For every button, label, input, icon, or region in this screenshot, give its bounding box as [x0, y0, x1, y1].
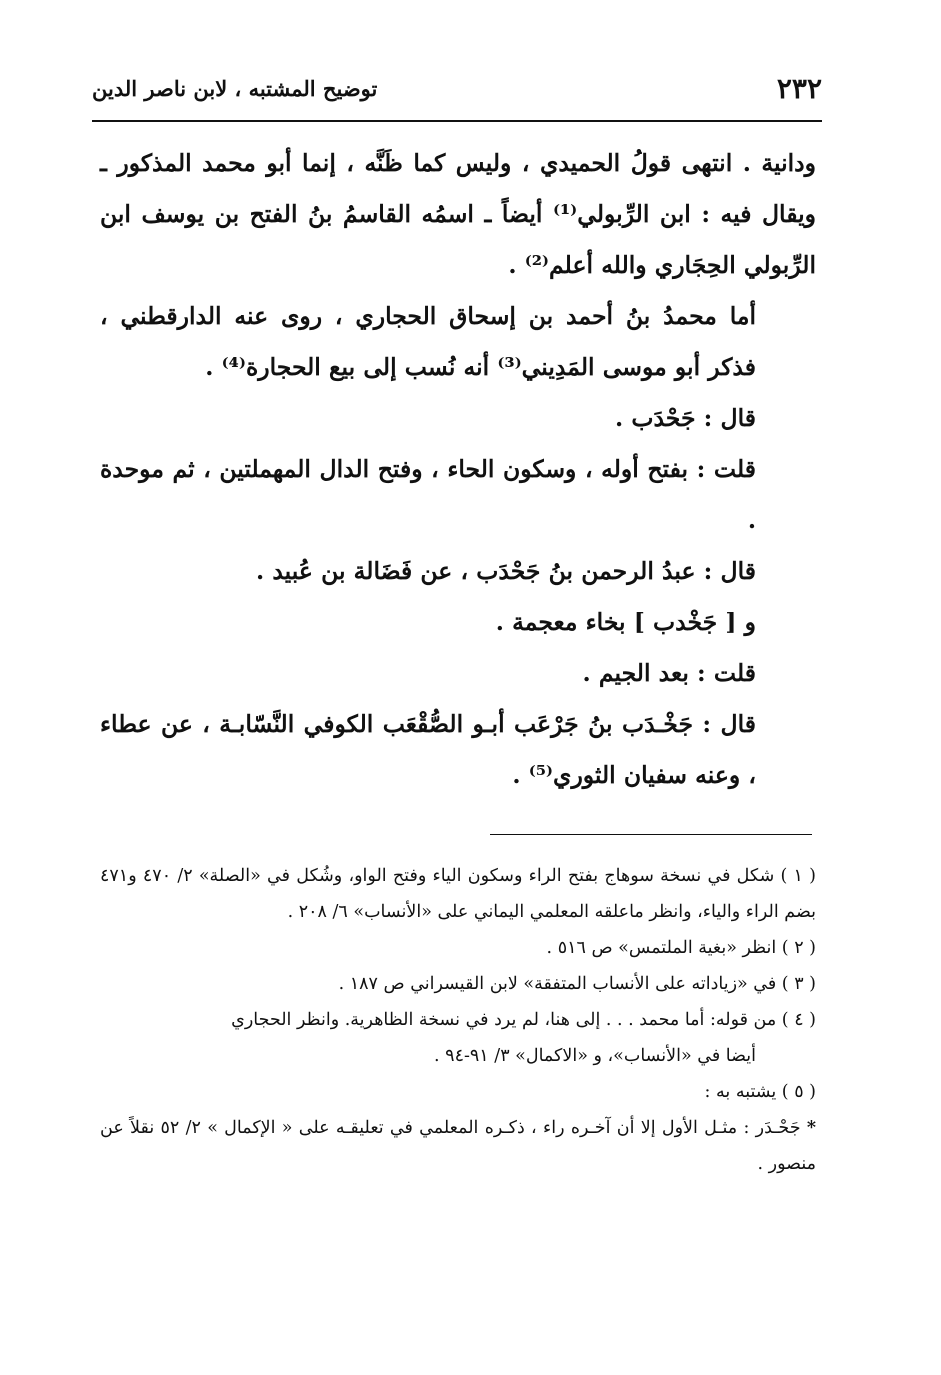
paragraph-1: ودانية . انتهى قولُ الحميدي ، وليس كما ظَنَّه ، إنما أبو محمد المذكور ـ ويقال فيه : ابن الرِّبولي⁽¹⁾ أيضاً ـ اسمُه القاسمُ بنُ الفتح بن يوسف ابن الرِّبولي الحِجَاري والله أعلم⁽²⁾ .	[100, 149, 816, 279]
paragraph-6: و [ جَخْدب ] بخاء معجمة .	[495, 608, 756, 636]
running-title: توضيح المشتبه ، لابن ناصر الدين	[92, 76, 378, 101]
footnote-2: ( ٢ ) انظر «بغية الملتمس» ص ٥١٦ .	[546, 938, 816, 958]
paragraph-5: قال : عبدُ الرحمن بنُ جَحْدَب ، عن فَضَالة بن عُبيد .	[255, 557, 756, 585]
footnote-1: ( ١ ) شكل في نسخة سوهاج بفتح الراء وسكون الياء وفتح الواو، وشُكل في «الصلة» ٢/ ٤٧٠ و٤٧١ بضم الراء والياء، وانظر ماعلقه المعلمي اليماني على «الأنساب» ٦/ ٢٠٨ .	[100, 866, 817, 922]
page-header	[92, 70, 822, 116]
paragraph-7: قلت : بعد الجيم .	[582, 659, 756, 687]
footnote-5: ( ٥ ) يشتبه به :	[704, 1082, 816, 1102]
page-number: ٢٣٢	[776, 72, 822, 105]
footnote-5-item-text: جَحْـدَر : مثـل الأول إلا أن آخـره راء ، ذكـره المعلمي في تعليقـه على « الإكمال » ٢/ ٥٢ نقلاً عن منصور .	[100, 1118, 816, 1174]
asterisk-bullet: *	[806, 1118, 816, 1138]
footnote-4-continuation: أيضا في «الأنساب»، و «الاكمال» ٣/ ٩١-٩٤ .	[434, 1046, 756, 1066]
footnote-rule	[490, 834, 812, 835]
paragraph-4: قلت : بفتح أوله ، وسكون الحاء ، وفتح الدال المهملتين ، ثم موحدة .	[100, 455, 756, 534]
footnotes	[100, 858, 816, 1182]
paragraph-2: أما محمدُ بنُ أحمد بن إسحاق الحجاري ، روى عنه الدارقطني ، فذكر أبو موسى المَدِيني⁽³⁾ أنه نُسب إلى بيع الحجارة⁽⁴⁾ .	[100, 302, 756, 381]
header-rule	[92, 120, 822, 122]
footnote-4: ( ٤ ) من قوله: أما محمد . . . إلى هنا، لم يرد في نسخة الظاهرية. وانظر الحجاري	[231, 1010, 816, 1030]
paragraph-3: قال : جَحْدَب .	[614, 404, 756, 432]
footnote-3: ( ٣ ) في «زياداته على الأنساب المتفقة» لابن القيسراني ص ١٨٧ .	[338, 974, 816, 994]
paragraph-8: قال : جَخْـدَب بنُ جَرْعَب أبـو الصُّقْعَب الكوفي النَّسّابـة ، عن عطاء ، وعنه سفيان الثوري⁽⁵⁾ .	[100, 710, 756, 789]
footnote-5-item	[100, 1110, 816, 1182]
main-text	[100, 138, 816, 801]
